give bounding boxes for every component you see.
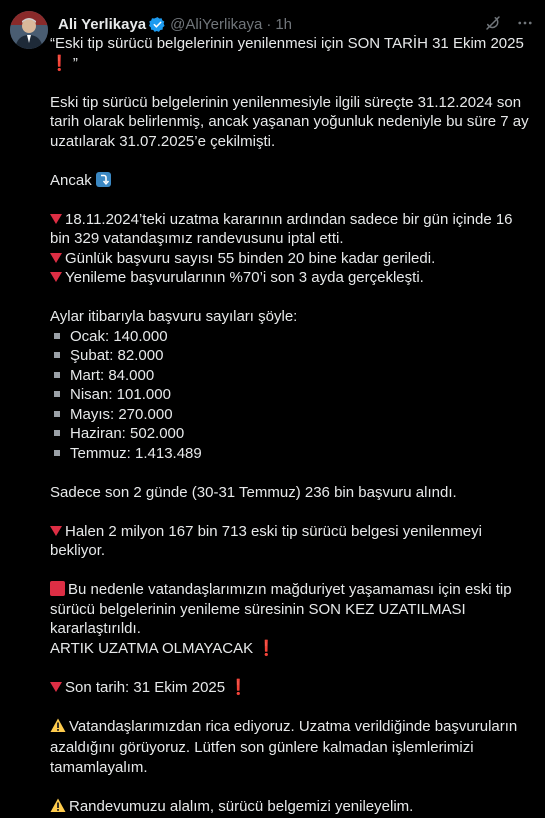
point-3-text: Yenileme başvurularının %70’i son 3 ayda gerçekleşti. — [65, 269, 424, 286]
month-text: Temmuz: 1.413.489 — [70, 445, 202, 462]
month-item — [50, 366, 535, 386]
bullet-icon — [54, 411, 60, 417]
month-item — [50, 346, 535, 366]
grok-icon[interactable] — [483, 13, 503, 33]
point-1 — [50, 210, 535, 249]
bullet-icon — [54, 352, 60, 358]
headline-end: ” — [69, 55, 78, 72]
tweet-time[interactable]: 1h — [275, 16, 292, 33]
warning-icon — [50, 718, 66, 739]
headline-line — [50, 34, 535, 73]
month-text: Nisan: 101.000 — [70, 386, 171, 403]
waiting-text: Halen 2 milyon 167 bin 713 eski tip sürücü belgesi yenilenmeyi bekliyor. — [50, 523, 482, 560]
avatar-image — [10, 11, 48, 49]
separator-dot: · — [266, 16, 271, 33]
month-item — [50, 327, 535, 347]
tweet-header — [58, 13, 535, 35]
author-name[interactable]: Ali Yerlikaya — [58, 16, 146, 33]
red-square-icon — [50, 581, 65, 596]
point-2 — [50, 249, 535, 269]
ancak-line — [50, 171, 535, 191]
deadline-line — [50, 678, 535, 698]
decision-paragraph — [50, 580, 535, 639]
ancak-text: Ancak — [50, 172, 92, 189]
bullet-icon — [54, 333, 60, 339]
request-text: Vatandaşlarımızdan rica ediyoruz. Uzatma verildiğinde başvuruların azaldığını görüyoruz. Lütfen son günlere kalmadan işlemlerimizi tamamlayalım. — [50, 718, 517, 776]
deadline-text: Son tarih: 31 Ekim 2025 — [65, 679, 225, 696]
month-item — [50, 405, 535, 425]
point-3 — [50, 268, 535, 288]
closing-text: Randevumuzu alalım, sürücü belgemizi yenileyelim. — [69, 798, 413, 815]
last-two-days: Sadece son 2 günde (30-31 Temmuz) 236 bin başvuru alındı. — [50, 483, 535, 503]
exclamation-icon: ❗ — [50, 55, 69, 72]
bullet-icon — [54, 450, 60, 456]
month-text: Haziran: 502.000 — [70, 425, 184, 442]
month-text: Şubat: 82.000 — [70, 347, 163, 364]
headline-text: “Eski tip sürücü belgelerinin yenilenmesi için SON TARİH 31 Ekim 2025 — [50, 35, 524, 52]
month-item — [50, 444, 535, 464]
red-triangle-icon — [50, 526, 62, 536]
author-handle[interactable]: @AliYerlikaya — [170, 16, 262, 33]
request-paragraph — [50, 717, 535, 778]
red-triangle-icon — [50, 214, 62, 224]
closing-line — [50, 797, 535, 818]
point-2-text: Günlük başvuru sayısı 55 binden 20 bine kadar geriledi. — [65, 250, 435, 267]
month-text: Ocak: 140.000 — [70, 328, 168, 345]
no-more-line — [50, 639, 535, 659]
red-triangle-icon — [50, 253, 62, 263]
monthly-intro: Aylar itibarıyla başvuru sayıları şöyle: — [50, 307, 535, 327]
verified-badge-icon — [149, 16, 166, 33]
exclamation-icon: ❗ — [257, 640, 276, 657]
waiting-line — [50, 522, 535, 561]
month-text: Mayıs: 270.000 — [70, 406, 173, 423]
bullet-icon — [54, 430, 60, 436]
bullet-icon — [54, 372, 60, 378]
month-text: Mart: 84.000 — [70, 367, 154, 384]
red-triangle-icon — [50, 682, 62, 692]
decision-text: Bu nedenle vatandaşlarımızın mağduriyet yaşamaması için eski tip sürücü belgelerinin yenileme süresinin SON KEZ UZATILMASI kararlaştırıldı. — [50, 581, 512, 637]
more-options-icon[interactable] — [515, 13, 535, 33]
month-item — [50, 385, 535, 405]
arrow-down-icon — [96, 172, 111, 187]
exclamation-icon: ❗ — [229, 679, 248, 696]
warning-icon — [50, 798, 66, 818]
avatar[interactable] — [10, 11, 48, 49]
point-1-text: 18.11.2024’teki uzatma kararının ardından sadece bir gün içinde 16 bin 329 vatandaşımız randevusunu iptal etti. — [50, 211, 513, 248]
intro-paragraph: Eski tip sürücü belgelerinin yenilenmesiyle ilgili süreçte 31.12.2024 son tarih olarak belirlenmiş, ancak yaşanan yoğunluk nedeniyle bu süre 7 ay uzatılarak 31.07.2025’e çekilmişti. — [50, 93, 535, 152]
bullet-icon — [54, 391, 60, 397]
tweet-text — [50, 34, 535, 818]
month-item — [50, 424, 535, 444]
red-triangle-icon — [50, 272, 62, 282]
no-more-text: ARTIK UZATMA OLMAYACAK — [50, 640, 253, 657]
header-actions — [483, 13, 535, 33]
